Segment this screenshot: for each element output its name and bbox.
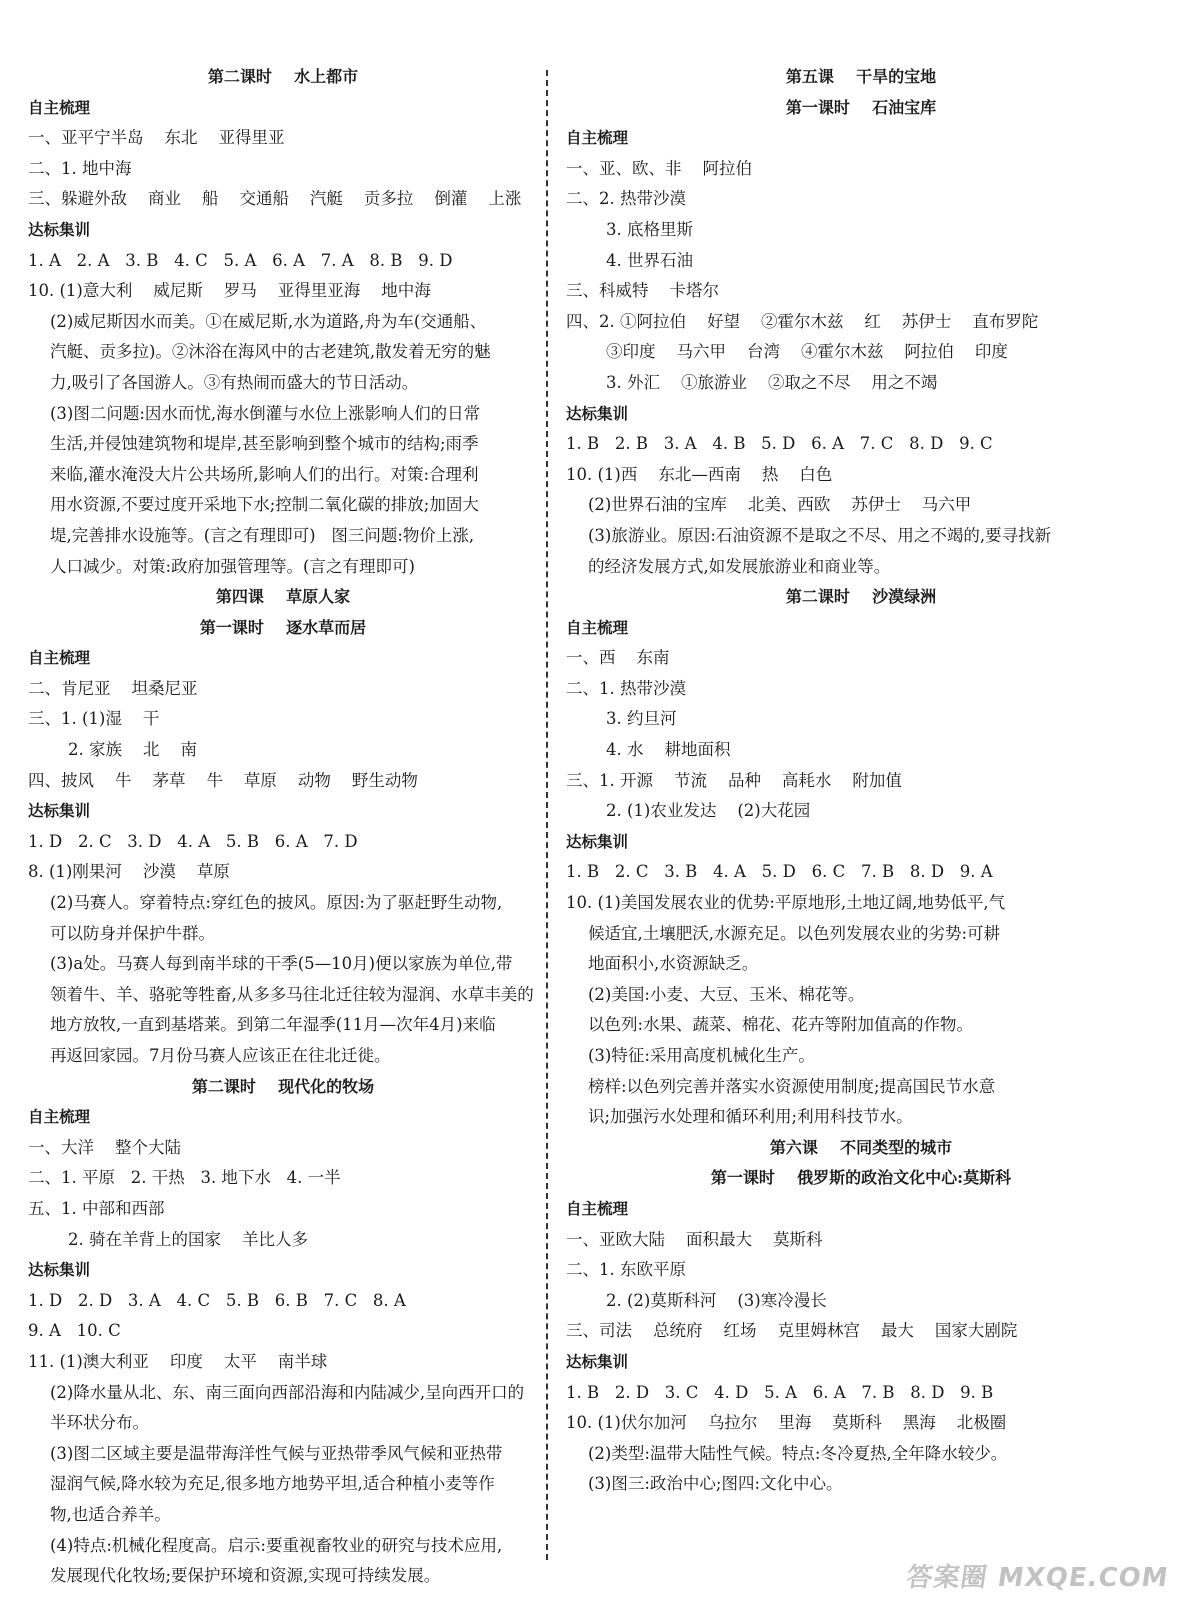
answer-line: 1. B 2. D 3. C 4. D 5. A 6. A 7. B 8. D 9. B — [566, 1382, 994, 1402]
right-column — [566, 62, 1156, 1500]
answer-line: 三、司法 总统府 红场 克里姆林宫 最大 国家大剧院 — [566, 1321, 1018, 1341]
answer-line: 三、躲避外敌 商业 船 交通船 汽艇 贡多拉 倒灌 上涨 — [28, 189, 522, 209]
watermark-logo: 答案圈 MXQE.COM — [904, 1563, 1171, 1593]
answer-line: 11. (1)澳大利亚 印度 太平 南半球 — [28, 1351, 328, 1371]
answer-line: 发展现代化牧场;要保护环境和资源,实现可持续发展。 — [50, 1566, 441, 1586]
answer-line: 4. 世界石油 — [606, 250, 693, 270]
answer-line: 一、大洋 整个大陆 — [28, 1137, 181, 1157]
answer-line: (3)图三:政治中心;图四:文化中心。 — [588, 1474, 843, 1494]
answer-line: (3)特征:采用高度机械化生产。 — [588, 1046, 815, 1065]
answer-line: 4. 水 耕地面积 — [606, 740, 731, 760]
answer-line: 榜样:以色列完善并落实水资源使用制度;提高国民节水意 — [588, 1076, 996, 1096]
answer-line: 三、1. (1)湿 干 — [28, 709, 160, 729]
section-heading: 第一课时 逐水草而居 — [199, 617, 367, 637]
answer-line: 二、1. 地中海 — [28, 158, 132, 178]
answer-line: 3. 约旦河 — [606, 709, 677, 729]
subsection-label: 自主梳理 — [28, 1107, 91, 1127]
answer-line: 二、1. 热带沙漠 — [566, 678, 686, 698]
answer-line: 力,吸引了各国游人。③有热闹而盛大的节日活动。 — [50, 372, 419, 392]
answer-line: 湿润气候,降水较为充足,很多地方地势平坦,适合种植小麦等作 — [50, 1474, 495, 1494]
answer-line: 以色列:水果、蔬菜、棉花、花卉等附加值高的作物。 — [588, 1015, 974, 1035]
subsection-label: 达标集训 — [566, 831, 629, 851]
answer-line: 10. (1)意大利 威尼斯 罗马 亚得里亚海 地中海 — [28, 281, 431, 301]
answer-line: 人口减少。对策:政府加强管理等。(言之有理即可) — [50, 556, 415, 576]
answer-line: 识;加强污水处理和循环利用;利用科技节水。 — [588, 1107, 913, 1127]
section-heading: 第二课时 水上都市 — [207, 67, 359, 86]
answer-line: 的经济发展方式,如发展旅游业和商业等。 — [588, 556, 891, 576]
answer-line: 一、亚欧大陆 面积最大 莫斯科 — [566, 1229, 823, 1249]
answer-line: 四、2. ①阿拉伯 好望 ②霍尔木兹 红 苏伊士 直布罗陀 — [566, 311, 1039, 331]
subsection-label: 达标集训 — [566, 403, 629, 423]
answer-line: 2. (1)农业发达 (2)大花园 — [606, 801, 811, 821]
answer-line: (2)世界石油的宝库 北美、西欧 苏伊士 马六甲 — [588, 495, 972, 515]
answer-line: (3)a处。马赛人每到南半球的干季(5—10月)便以家族为单位,带 — [50, 954, 513, 974]
subsection-label: 达标集训 — [28, 801, 91, 821]
answer-line: 1. D 2. D 3. A 4. C 5. B 6. B 7. C 8. A — [28, 1290, 406, 1310]
subsection-label: 自主梳理 — [566, 128, 629, 148]
column-divider — [546, 70, 548, 1560]
section-heading: 第一课时 俄罗斯的政治文化中心:莫斯科 — [710, 1168, 1012, 1188]
section-heading: 第四课 草原人家 — [215, 587, 351, 607]
answer-line: 1. A 2. A 3. B 4. C 5. A 6. A 7. A 8. B 9. D — [28, 250, 453, 270]
subsection-label: 达标集训 — [28, 219, 91, 239]
answer-line: 物,也适合养羊。 — [50, 1504, 171, 1524]
answer-line: 三、科威特 卡塔尔 — [566, 281, 719, 301]
left-column — [28, 62, 538, 1592]
answer-line: 可以防身并保护牛群。 — [50, 923, 215, 943]
answer-line: 候适宜,土壤肥沃,水源充足。以色列发展农业的劣势:可耕 — [588, 923, 1001, 943]
answer-line: 10. (1)美国发展农业的优势:平原地形,土地辽阔,地势低平,气 — [566, 893, 1006, 913]
answer-line: 10. (1)伏尔加河 乌拉尔 里海 莫斯科 黑海 北极圈 — [566, 1413, 1007, 1433]
answer-line: 3. 外汇 ①旅游业 ②取之不尽 用之不竭 — [606, 372, 938, 392]
answer-line: 1. D 2. C 3. D 4. A 5. B 6. A 7. D — [28, 831, 358, 851]
answer-line: 五、1. 中部和西部 — [28, 1198, 165, 1218]
answer-line: 领着牛、羊、骆驼等牲畜,从多多马往北迁往较为湿润、水草丰美的 — [50, 984, 534, 1004]
answer-line: 一、西 东南 — [566, 648, 670, 668]
answer-line: 地面积小,水资源缺乏。 — [588, 954, 759, 974]
subsection-label: 自主梳理 — [566, 617, 629, 637]
answer-line: 堤,完善排水设施等。(言之有理即可) 图三问题:物价上涨, — [50, 525, 475, 545]
answer-line: 8. (1)刚果河 沙漠 草原 — [28, 862, 230, 882]
answer-line: (2)美国:小麦、大豆、玉米、棉花等。 — [588, 984, 865, 1004]
answer-line: 二、1. 平原 2. 干热 3. 地下水 4. 一半 — [28, 1168, 341, 1188]
answer-line: (3)图二区域主要是温带海洋性气候与亚热带季风气候和亚热带 — [50, 1443, 503, 1463]
answer-line: 2. 家族 北 南 — [68, 740, 197, 760]
answer-line: (2)类型:温带大陆性气候。特点:冬冷夏热,全年降水较少。 — [588, 1443, 1008, 1463]
answer-line: 汽艇、贡多拉)。②沐浴在海风中的古老建筑,散发着无穷的魅 — [50, 342, 491, 362]
answer-line: 2. (2)莫斯科河 (3)寒冷漫长 — [606, 1290, 827, 1310]
answer-line: 半环状分布。 — [50, 1413, 149, 1433]
answer-line: 生活,并侵蚀建筑物和堤岸,甚至影响到整个城市的结构;雨季 — [50, 434, 479, 454]
answer-line: 10. (1)西 东北—西南 热 白色 — [566, 464, 833, 484]
answer-line: 二、肯尼亚 坦桑尼亚 — [28, 678, 198, 698]
answer-line: 9. A 10. C — [28, 1321, 121, 1341]
section-heading: 第二课时 沙漠绿洲 — [785, 587, 937, 607]
answer-line: 再返回家园。7月份马赛人应该正在往北迁徙。 — [50, 1046, 391, 1065]
answer-line: (2)降水量从北、东、南三面向西部沿海和内陆减少,呈向西开口的 — [50, 1382, 525, 1402]
section-heading: 第五课 干旱的宝地 — [785, 67, 937, 86]
answer-line: 1. B 2. B 3. A 4. B 5. D 6. A 7. C 8. D 9. C — [566, 434, 993, 454]
answer-line: 二、1. 东欧平原 — [566, 1260, 686, 1280]
answer-line: 1. B 2. C 3. B 4. A 5. D 6. C 7. B 8. D 9. A — [566, 862, 993, 882]
section-heading: 第二课时 现代化的牧场 — [191, 1076, 375, 1096]
subsection-label: 自主梳理 — [28, 648, 91, 668]
answer-line: (3)旅游业。原因:石油资源不是取之不尽、用之不竭的,要寻找新 — [588, 525, 1052, 545]
answer-line: 3. 底格里斯 — [606, 219, 693, 239]
subsection-label: 达标集训 — [28, 1260, 91, 1280]
answer-line: 一、亚平宁半岛 东北 亚得里亚 — [28, 128, 285, 148]
section-heading: 第一课时 石油宝库 — [785, 97, 937, 117]
answer-line: 2. 骑在羊背上的国家 羊比人多 — [68, 1229, 308, 1249]
answer-line: 用水资源,不要过度开采地下水;控制二氧化碳的排放;加固大 — [50, 495, 479, 515]
answer-line: (2)马赛人。穿着特点:穿红色的披风。原因:为了驱赶野生动物, — [50, 893, 503, 913]
subsection-label: 自主梳理 — [566, 1198, 629, 1218]
answer-line: (2)威尼斯因水而美。①在威尼斯,水为道路,舟为车(交通船、 — [50, 311, 487, 331]
answer-line: (4)特点:机械化程度高。启示:要重视畜牧业的研究与技术应用, — [50, 1535, 503, 1555]
answer-line: 一、亚、欧、非 阿拉伯 — [566, 158, 752, 178]
answer-line: 三、1. 开源 节流 品种 高耗水 附加值 — [566, 770, 902, 790]
answer-line: 四、披风 牛 茅草 牛 草原 动物 野生动物 — [28, 770, 418, 790]
subsection-label: 自主梳理 — [28, 97, 91, 117]
subsection-label: 达标集训 — [566, 1351, 629, 1371]
answer-line: 地方放牧,一直到基塔莱。到第二年湿季(11月—次年4月)来临 — [50, 1015, 496, 1035]
answer-line: 二、2. 热带沙漠 — [566, 189, 686, 209]
answer-line: (3)图二问题:因水而忧,海水倒灌与水位上涨影响人们的日常 — [50, 403, 481, 423]
answer-line: 来临,灌水淹没大片公共场所,影响人们的出行。对策:合理利 — [50, 464, 479, 484]
answer-line: ③印度 马六甲 台湾 ④霍尔木兹 阿拉伯 印度 — [606, 342, 1008, 362]
section-heading: 第六课 不同类型的城市 — [769, 1137, 953, 1157]
